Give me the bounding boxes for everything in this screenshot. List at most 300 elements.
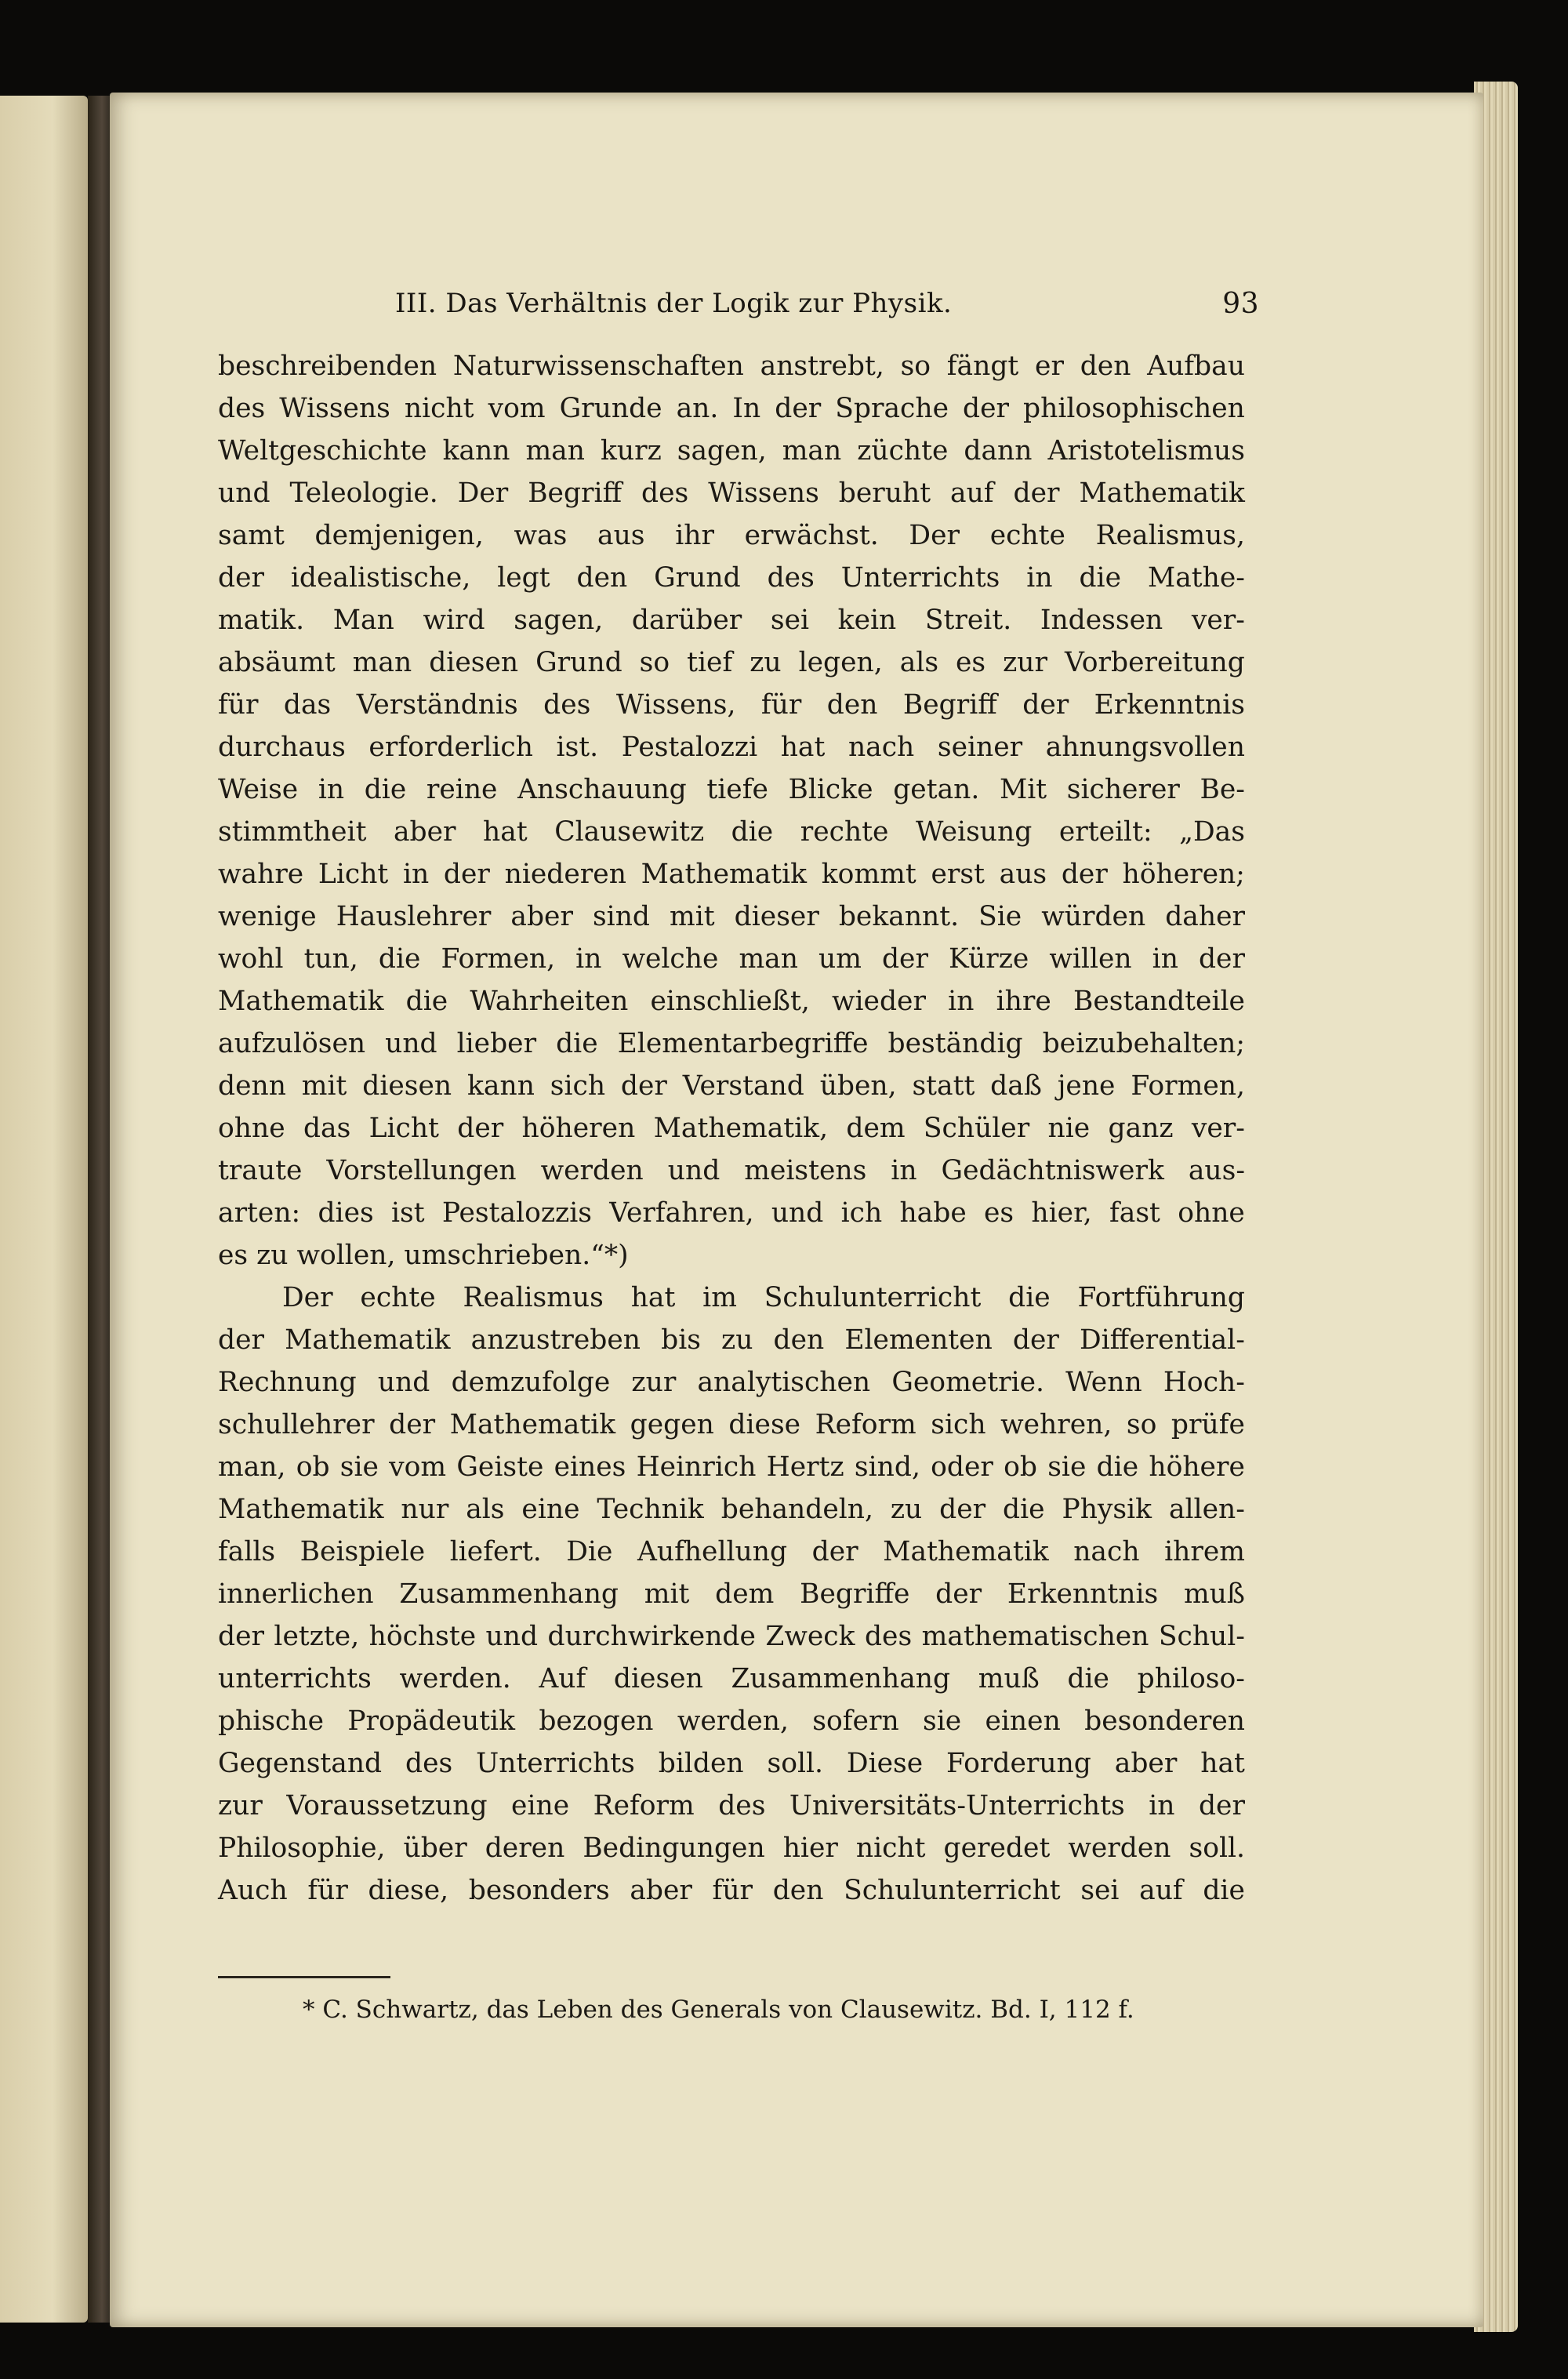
- word: muß: [1183, 1578, 1245, 1610]
- word: die: [1067, 1663, 1109, 1694]
- word: samt: [218, 520, 285, 551]
- word: in: [402, 859, 430, 890]
- word: aber: [393, 816, 456, 848]
- word: niederen: [504, 859, 626, 890]
- word: Der: [909, 520, 960, 551]
- word: Der: [457, 478, 509, 509]
- word: eine: [511, 1790, 570, 1821]
- word: Zweck: [765, 1621, 855, 1652]
- word: des: [864, 1621, 913, 1652]
- text-line: [218, 726, 1245, 768]
- word: Grund: [654, 562, 741, 594]
- word: deren: [485, 1832, 565, 1864]
- word: er: [1035, 350, 1064, 382]
- word: sei: [1080, 1875, 1120, 1906]
- word: ver-: [1191, 1113, 1245, 1144]
- text-line: [218, 1022, 1245, 1065]
- word: und: [377, 1367, 430, 1398]
- word: Begriff: [528, 478, 622, 509]
- word: Sie: [978, 901, 1022, 932]
- word: zur: [218, 1790, 263, 1821]
- word: man: [352, 647, 412, 678]
- word: man,: [218, 1451, 286, 1483]
- word: Begriff: [902, 689, 997, 721]
- word: werden: [540, 1155, 644, 1186]
- word: aus-: [1188, 1155, 1245, 1186]
- text-line: [218, 345, 1245, 387]
- word: darüber: [631, 605, 742, 636]
- word: zu: [721, 1324, 753, 1356]
- text-line: [218, 853, 1245, 895]
- word: Kürze: [948, 943, 1029, 975]
- word: die: [1096, 1451, 1139, 1483]
- header-title: III. Das Verhältnis der Logik zur Physik.: [395, 288, 953, 319]
- word: Sprache: [835, 393, 949, 424]
- footnote-divider: [218, 1976, 390, 1978]
- word: als: [466, 1494, 505, 1525]
- word: Unterrichts: [840, 562, 1000, 594]
- word: die: [1079, 562, 1121, 594]
- text-line: [218, 1785, 1245, 1827]
- word: daher: [1165, 901, 1245, 932]
- word: üben,: [819, 1070, 897, 1102]
- word: In: [732, 393, 761, 424]
- word: Weltgeschichte: [218, 435, 427, 467]
- word: aber: [630, 1875, 692, 1906]
- word: der: [457, 1113, 504, 1144]
- word: Anschauung: [517, 774, 687, 805]
- word: seiner: [937, 732, 1023, 763]
- word: sich: [931, 1409, 986, 1440]
- page-number: 93: [1222, 287, 1259, 320]
- word: die: [731, 816, 774, 848]
- word: legen,: [798, 647, 883, 678]
- word: Zusammenhang: [399, 1578, 619, 1610]
- word: wieder: [831, 986, 926, 1017]
- word: ohne: [218, 1113, 285, 1144]
- word: daß: [990, 1070, 1042, 1102]
- word: hat: [780, 732, 826, 763]
- word: absäumt: [218, 647, 336, 678]
- word: mathematischen: [921, 1621, 1149, 1652]
- word: Verfahren,: [609, 1197, 754, 1229]
- word: und: [218, 478, 270, 509]
- word: an.: [676, 393, 719, 424]
- word: züchte: [857, 435, 949, 467]
- word: sagen,: [677, 435, 767, 467]
- word: Gegenstand: [218, 1748, 383, 1779]
- word: beständig: [887, 1028, 1023, 1059]
- word: Auf: [539, 1663, 586, 1694]
- word: Mathematik: [218, 1494, 384, 1525]
- word: Elementen: [844, 1324, 993, 1356]
- word: nach: [848, 732, 915, 763]
- word: hat: [483, 816, 528, 848]
- word: mit: [670, 901, 715, 932]
- word: Wissens,: [615, 689, 736, 721]
- word: stimmtheit: [218, 816, 367, 848]
- word: falls: [218, 1536, 276, 1567]
- word: Bedingungen: [583, 1832, 765, 1864]
- word: innerlichen: [218, 1578, 374, 1610]
- word: analytischen: [697, 1367, 871, 1398]
- word: getan.: [893, 774, 980, 805]
- word: Wenn: [1065, 1367, 1142, 1398]
- word: nur: [401, 1494, 449, 1525]
- word: vom: [389, 1451, 447, 1483]
- word: über: [403, 1832, 467, 1864]
- word: Unterrichts: [476, 1748, 635, 1779]
- text-line: [218, 1658, 1245, 1700]
- text-line: [218, 938, 1245, 980]
- word: allen-: [1168, 1494, 1245, 1525]
- word: schullehrer: [218, 1409, 375, 1440]
- word: mit: [644, 1578, 690, 1610]
- word: liefert.: [449, 1536, 542, 1567]
- word: Formen,: [1131, 1070, 1245, 1102]
- word: Mathematik: [883, 1536, 1049, 1567]
- word: anzustreben: [470, 1324, 641, 1356]
- word: es: [956, 647, 986, 678]
- word: erwächst.: [744, 520, 879, 551]
- word: beschreibenden: [218, 350, 437, 382]
- text-line: [218, 387, 1245, 430]
- word: Rechnung: [218, 1367, 357, 1398]
- word: ich: [840, 1197, 883, 1229]
- text-line: [218, 1700, 1245, 1742]
- text-line: [218, 472, 1245, 514]
- word: sie: [1047, 1451, 1087, 1483]
- word: in: [575, 943, 602, 975]
- word: den: [772, 1875, 824, 1906]
- word: der: [218, 1621, 264, 1652]
- word: Geometrie.: [891, 1367, 1044, 1398]
- word: ist.: [556, 732, 599, 763]
- word: Schüler: [923, 1113, 1030, 1144]
- word: aus: [999, 859, 1047, 890]
- word: hat: [630, 1282, 676, 1313]
- word: nach: [1073, 1536, 1140, 1567]
- word: aber: [510, 901, 573, 932]
- word: aus: [597, 520, 645, 551]
- word: ahnungsvollen: [1045, 732, 1245, 763]
- word: muß: [978, 1663, 1040, 1694]
- word: Verständnis: [356, 689, 518, 721]
- word: im: [702, 1282, 737, 1313]
- word: lieber: [456, 1028, 537, 1059]
- text-line: [218, 1107, 1245, 1150]
- text-line: [218, 1446, 1245, 1488]
- word: Mit: [999, 774, 1047, 805]
- word: erforderlich: [368, 732, 533, 763]
- word: der: [218, 562, 264, 594]
- word: jene: [1057, 1070, 1116, 1102]
- word: legt: [497, 562, 550, 594]
- word: einschließt,: [650, 986, 810, 1017]
- text-line: [218, 1827, 1245, 1869]
- word: Hauslehrer: [336, 901, 492, 932]
- word: der: [1012, 1324, 1059, 1356]
- word: den: [773, 1324, 825, 1356]
- word: beizubehalten;: [1042, 1028, 1245, 1059]
- word: Aufbau: [1147, 350, 1245, 382]
- word: der: [811, 1536, 858, 1567]
- word: Mathe-: [1147, 562, 1245, 594]
- word: Fortführung: [1077, 1282, 1245, 1313]
- word: Clausewitz: [554, 816, 705, 848]
- word: „Das: [1179, 816, 1245, 848]
- word: Hertz: [766, 1451, 844, 1483]
- word: Realismus: [463, 1282, 604, 1313]
- word: wird: [423, 605, 485, 636]
- word: und: [667, 1155, 720, 1186]
- word: diesen: [613, 1663, 703, 1694]
- word: in: [1152, 943, 1178, 975]
- word: Der: [282, 1282, 333, 1313]
- word: Erkenntnis: [1094, 689, 1245, 721]
- word: erst: [931, 859, 985, 890]
- word: der: [218, 1324, 264, 1356]
- word: in: [318, 774, 345, 805]
- word: Differential-: [1079, 1324, 1245, 1356]
- word: Die: [566, 1536, 613, 1567]
- word: zur: [1003, 647, 1048, 678]
- word: willen: [1049, 943, 1132, 975]
- word: werden,: [677, 1705, 789, 1737]
- word: Physik: [1062, 1494, 1152, 1525]
- word: echte: [989, 520, 1065, 551]
- word: Man: [332, 605, 394, 636]
- word: Weisung: [915, 816, 1033, 848]
- text-line: [218, 1277, 1245, 1319]
- word: Beispiele: [299, 1536, 426, 1567]
- word: der: [935, 1578, 982, 1610]
- word: in: [891, 1155, 917, 1186]
- word: aber: [1114, 1748, 1178, 1779]
- word: idealistische,: [290, 562, 471, 594]
- word: sicherer: [1066, 774, 1180, 805]
- word: hier: [782, 1832, 838, 1864]
- word: der: [775, 393, 822, 424]
- word: man: [739, 943, 798, 975]
- word: gegen: [630, 1409, 714, 1440]
- word: zu: [890, 1494, 923, 1525]
- word: ver-: [1191, 605, 1245, 636]
- word: Licht: [368, 1113, 439, 1144]
- text-line: [218, 1192, 1245, 1234]
- word: dem: [846, 1113, 906, 1144]
- word: der: [1198, 1790, 1245, 1821]
- word: sie: [923, 1705, 962, 1737]
- word: Verstand: [682, 1070, 804, 1102]
- word: die: [1203, 1875, 1245, 1906]
- text-line: [218, 1742, 1245, 1785]
- word: Grunde: [559, 393, 662, 424]
- word: statt: [912, 1070, 975, 1102]
- word: die: [556, 1028, 598, 1059]
- word: höheren;: [1122, 859, 1245, 890]
- word: wenige: [218, 901, 317, 932]
- word: bekannt.: [838, 901, 960, 932]
- word: soll.: [767, 1748, 824, 1779]
- word: das: [303, 1113, 351, 1144]
- word: Schulunterricht: [844, 1875, 1061, 1906]
- text-line: [218, 1065, 1245, 1107]
- word: besonders: [468, 1875, 610, 1906]
- word: so: [639, 647, 670, 678]
- word: der: [881, 943, 928, 975]
- word: ist: [390, 1197, 425, 1229]
- text-line: [218, 1573, 1245, 1615]
- word: was: [514, 520, 568, 551]
- word: letzte,: [274, 1621, 360, 1652]
- text-line: [218, 1869, 1245, 1912]
- word: erteilt:: [1058, 816, 1152, 848]
- text-line: [218, 514, 1245, 557]
- word: Philosophie,: [218, 1832, 386, 1864]
- running-header: [395, 284, 1259, 323]
- word: würden: [1041, 901, 1146, 932]
- word: sich: [550, 1070, 606, 1102]
- word: hat: [1200, 1748, 1245, 1779]
- word: dieser: [734, 901, 819, 932]
- word: sofern: [812, 1705, 899, 1737]
- word: Teleologie.: [289, 478, 438, 509]
- body-text: [218, 345, 1245, 1912]
- word: demzufolge: [451, 1367, 611, 1398]
- word: sei: [770, 605, 810, 636]
- word: Heinrich: [636, 1451, 757, 1483]
- word: Vorbereitung: [1065, 647, 1245, 678]
- word: bis: [661, 1324, 701, 1356]
- word: Wissens: [279, 393, 390, 424]
- word: der: [1198, 943, 1245, 975]
- word: werden: [1068, 1832, 1171, 1864]
- word: prüfe: [1171, 1409, 1245, 1440]
- word: Blicke: [788, 774, 873, 805]
- word: kurz: [600, 435, 662, 467]
- word: höheren: [521, 1113, 636, 1144]
- word: der: [389, 1409, 436, 1440]
- word: tiefe: [706, 774, 768, 805]
- word: als: [899, 647, 939, 678]
- word: echte: [360, 1282, 436, 1313]
- word: kann: [467, 1070, 535, 1102]
- word: Geiste: [456, 1451, 544, 1483]
- word: tun,: [303, 943, 358, 975]
- word: eine: [521, 1494, 580, 1525]
- word: ihr: [675, 520, 714, 551]
- word: Auch: [218, 1875, 288, 1906]
- word: Weise: [218, 774, 299, 805]
- word: sie: [339, 1451, 379, 1483]
- word: kann: [442, 435, 510, 467]
- word: den: [826, 689, 878, 721]
- word: die: [378, 943, 421, 975]
- word: sind: [592, 901, 651, 932]
- word: so: [900, 350, 931, 382]
- word: Mathematik: [641, 859, 808, 890]
- word: fast: [1109, 1197, 1160, 1229]
- word: Reform: [815, 1409, 916, 1440]
- word: Universitäts-Unterrichts: [789, 1790, 1125, 1821]
- word: der: [1061, 859, 1108, 890]
- word: ob: [296, 1451, 330, 1483]
- word: Voraussetzung: [286, 1790, 488, 1821]
- word: in: [1026, 562, 1053, 594]
- word: der: [1022, 689, 1069, 721]
- word: Mathematik,: [653, 1113, 829, 1144]
- word: nicht: [855, 1832, 926, 1864]
- word: des: [641, 478, 689, 509]
- text-line: [218, 599, 1245, 641]
- word: man: [525, 435, 585, 467]
- text-line: [218, 1615, 1245, 1658]
- word: höhere: [1149, 1451, 1245, 1483]
- word: aufzulösen: [218, 1028, 366, 1059]
- word: für: [760, 689, 802, 721]
- text-line: es zu wollen, umschrieben.“*): [218, 1240, 629, 1271]
- word: philoso-: [1137, 1663, 1245, 1694]
- word: Forderung: [946, 1748, 1091, 1779]
- word: Aufhellung: [637, 1536, 788, 1567]
- word: der: [1013, 478, 1060, 509]
- word: wehren,: [1000, 1409, 1112, 1440]
- word: Mathematik: [285, 1324, 451, 1356]
- word: dann: [964, 435, 1033, 467]
- word: Begriffe: [800, 1578, 910, 1610]
- word: des: [405, 1748, 453, 1779]
- word: Gedächtniswerk: [941, 1155, 1164, 1186]
- word: diesen: [362, 1070, 452, 1102]
- word: der: [939, 1494, 986, 1525]
- word: diese,: [368, 1875, 449, 1906]
- word: rechte: [800, 816, 889, 848]
- word: Pestalozzi: [621, 732, 758, 763]
- word: Mathematik: [218, 986, 384, 1017]
- word: welche: [622, 943, 719, 975]
- word: Pestalozzis: [441, 1197, 592, 1229]
- word: Propädeutik: [347, 1705, 515, 1737]
- word: reine: [426, 774, 498, 805]
- word: kein: [837, 605, 897, 636]
- word: das: [283, 689, 332, 721]
- word: und: [485, 1621, 539, 1652]
- word: Realismus,: [1095, 520, 1245, 551]
- footnote: * C. Schwartz, das Leben des Generals von Clausewitz. Bd. I, 112 f.: [303, 1996, 1134, 2024]
- word: phische: [218, 1705, 325, 1737]
- word: durchaus: [218, 732, 346, 763]
- word: in: [1149, 1790, 1175, 1821]
- text-line: [218, 1150, 1245, 1192]
- word: Licht: [318, 859, 389, 890]
- word: der: [620, 1070, 667, 1102]
- word: meistens: [744, 1155, 867, 1186]
- word: vom: [488, 393, 546, 424]
- word: Grund: [535, 647, 622, 678]
- left-page-edge: [0, 96, 88, 2323]
- word: Mathematik: [449, 1409, 616, 1440]
- word: Technik: [597, 1494, 704, 1525]
- word: nicht: [404, 393, 474, 424]
- word: einen: [985, 1705, 1061, 1737]
- word: unterrichts: [218, 1663, 372, 1694]
- word: mit: [301, 1070, 347, 1102]
- text-line: [218, 1531, 1245, 1573]
- word: behandeln,: [720, 1494, 873, 1525]
- word: demjenigen,: [314, 520, 484, 551]
- word: Formen,: [441, 943, 556, 975]
